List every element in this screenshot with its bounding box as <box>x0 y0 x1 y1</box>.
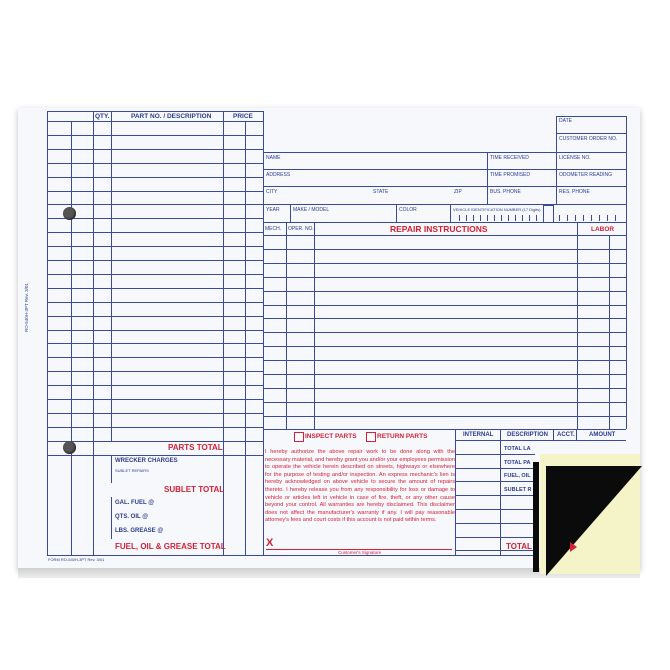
page-curl-carbon <box>546 466 642 576</box>
return-parts-checkbox[interactable] <box>366 432 376 442</box>
vin-digit-tick <box>583 215 584 221</box>
lbs-grease-label: LBS. GREASE @ <box>115 528 164 534</box>
vin-digit-tick <box>487 215 488 221</box>
sublet-label: SUBLET R <box>504 487 532 493</box>
parts-row-line <box>47 357 263 358</box>
repair-row-line <box>263 249 626 250</box>
parts-row-line <box>47 232 263 233</box>
page-curl-edge <box>533 462 539 572</box>
parts-row-line <box>47 288 263 289</box>
vin-digit-tick <box>501 215 502 221</box>
mech-header: MECH. <box>265 226 282 232</box>
repair-row-line <box>263 277 626 278</box>
name-label: NAME <box>266 155 281 161</box>
vin-digit-tick <box>591 215 592 221</box>
totals-row-line <box>455 537 535 538</box>
parts-row-line <box>47 163 263 164</box>
vin-digit-tick <box>575 215 576 221</box>
date-label: DATE <box>559 118 572 124</box>
description-header: DESCRIPTION <box>507 432 549 438</box>
vin-digit-tick <box>466 215 467 221</box>
gal-fuel-label: GAL. FUEL @ <box>115 500 155 506</box>
color-label: COLOR <box>399 207 417 213</box>
year-label: YEAR <box>266 207 280 213</box>
vin-digit-tick <box>607 215 608 221</box>
vin-digit-tick <box>522 215 523 221</box>
res-phone-label: RES. PHONE <box>559 189 590 195</box>
repair-row-line <box>263 291 626 292</box>
vin-digit-tick <box>459 215 460 221</box>
repair-row-line <box>263 416 626 417</box>
oper-no-header: OPER. NO. <box>288 226 314 232</box>
vin-digit-tick <box>494 215 495 221</box>
time-promised-label: TIME PROMISED <box>490 172 531 178</box>
vin-digit-tick <box>529 215 530 221</box>
repair-row-line <box>263 346 626 347</box>
odometer-label: ODOMETER READING <box>559 172 613 178</box>
vin-digit-tick <box>567 215 568 221</box>
vin-digit-tick <box>508 215 509 221</box>
return-parts-label: RETURN PARTS <box>377 433 428 440</box>
parts-row-line <box>47 399 263 400</box>
inspect-parts-checkbox[interactable] <box>294 432 304 442</box>
sublet-total-label: SUBLET TOTAL <box>164 485 225 494</box>
totals-row-line <box>455 523 535 524</box>
parts-row-line <box>47 413 263 414</box>
parts-row-line <box>47 371 263 372</box>
vin-label: VEHICLE IDENTIFICATION NUMBER (17 Digits) <box>453 207 541 212</box>
totals-row-line <box>455 495 535 496</box>
vin-digit-tick <box>480 215 481 221</box>
vin-digit-tick <box>599 215 600 221</box>
parts-row-line <box>47 135 263 136</box>
license-label: LICENSE NO. <box>559 155 591 161</box>
signature-label: Customer's Signature <box>338 550 382 555</box>
parts-row-line <box>47 385 263 386</box>
repair-row-line <box>263 305 626 306</box>
sublet-repairs-label: SUBLET REPAIRS <box>115 468 149 473</box>
totals-row-line <box>455 481 535 482</box>
time-received-label: TIME RECEIVED <box>490 155 529 161</box>
city-label: CITY <box>266 189 278 195</box>
labor-header: LABOR <box>591 226 615 233</box>
price-header: PRICE <box>233 113 253 120</box>
parts-row-line <box>47 246 263 247</box>
parts-row-line <box>47 204 263 205</box>
grand-total-label: TOTAL <box>506 542 532 551</box>
state-label: STATE <box>373 189 389 195</box>
parts-row-line <box>47 191 263 192</box>
repair-instructions-title: REPAIR INSTRUCTIONS <box>390 224 488 234</box>
form-number: FORM RO-540H-3PT Rev. 3/01 <box>48 557 105 562</box>
repair-row-line <box>263 263 626 264</box>
internal-header: INTERNAL <box>463 432 494 438</box>
binder-hole-bottom <box>63 441 76 454</box>
side-form-code: RO-540H-3PT Rev. 3/01 <box>24 283 29 332</box>
parts-row-line <box>47 177 263 178</box>
repair-row-line <box>263 318 626 319</box>
fuel-oil-label: FUEL, OIL <box>504 473 531 479</box>
fuel-oil-grease-total-label: FUEL, OIL & GREASE TOTAL <box>115 542 226 551</box>
parts-row-line <box>47 316 263 317</box>
inspect-parts-label: INSPECT PARTS <box>305 433 357 440</box>
total-labor-label: TOTAL LA <box>504 446 531 452</box>
make-model-label: MAKE / MODEL <box>293 207 330 213</box>
totals-row-line <box>455 454 535 455</box>
repair-row-line <box>263 374 626 375</box>
qts-oil-label: QTS. OIL @ <box>115 514 149 520</box>
vin-digit-tick <box>615 215 616 221</box>
totals-row-line <box>455 509 535 510</box>
qty-header: QTY. <box>95 113 110 120</box>
customer-order-label: CUSTOMER ORDER NO. <box>559 136 618 142</box>
parts-row-line <box>47 274 263 275</box>
parts-row-line <box>47 441 263 442</box>
amount-header: AMOUNT <box>589 432 616 438</box>
parts-row-line <box>47 218 263 219</box>
address-label: ADDRESS <box>266 172 291 178</box>
parts-row-line <box>47 455 263 456</box>
binder-hole-top <box>63 207 76 220</box>
bus-phone-label: BUS. PHONE <box>490 189 521 195</box>
authorization-text: I hereby authorize the above repair work to be done along with the necessary material, and hereby grant you and/or your employees permission to operate the vehicle herein described on streets, highways or elsewhere for the purpose of testing and/or inspection. An express mechanic's lien is hereby acknowledged on above vehicle to secure the amount of repairs thereto. I hereby release you from any responsibility for loss or damage to vehicle or articles left in vehicle in case of fire, theft, or any other cause beyond your control. All warranties are hereby disclaimed. This disclaimer does not affect the manufacturer's warranty if any. I will pay reasonable attorney's fees and court costs if this account is not paid within terms. <box>265 449 455 524</box>
vin-digit-tick <box>515 215 516 221</box>
repair-row-line <box>263 402 626 403</box>
parts-row-line <box>47 302 263 303</box>
parts-total-label: PARTS TOTAL <box>168 443 223 452</box>
total-parts-label: TOTAL PA <box>504 460 531 466</box>
parts-row-line <box>47 343 263 344</box>
signature-x-mark: X <box>266 537 274 549</box>
wrecker-charges-label: WRECKER CHARGES <box>115 458 178 464</box>
totals-row-line <box>455 468 535 469</box>
vin-digit-tick <box>559 215 560 221</box>
repair-row-line <box>263 360 626 361</box>
parts-row-line <box>47 260 263 261</box>
repair-row-line <box>263 332 626 333</box>
acct-header: ACCT. <box>557 432 575 438</box>
parts-row-line <box>47 330 263 331</box>
vin-check-digit-box <box>543 205 554 223</box>
repair-row-line <box>263 388 626 389</box>
vin-digit-tick <box>536 215 537 221</box>
zip-label: ZIP <box>454 189 462 195</box>
parts-row-line <box>47 149 263 150</box>
parts-row-line <box>47 427 263 428</box>
total-arrow-icon <box>570 542 577 552</box>
part-description-header: PART NO. / DESCRIPTION <box>131 113 212 120</box>
vin-digit-tick <box>473 215 474 221</box>
